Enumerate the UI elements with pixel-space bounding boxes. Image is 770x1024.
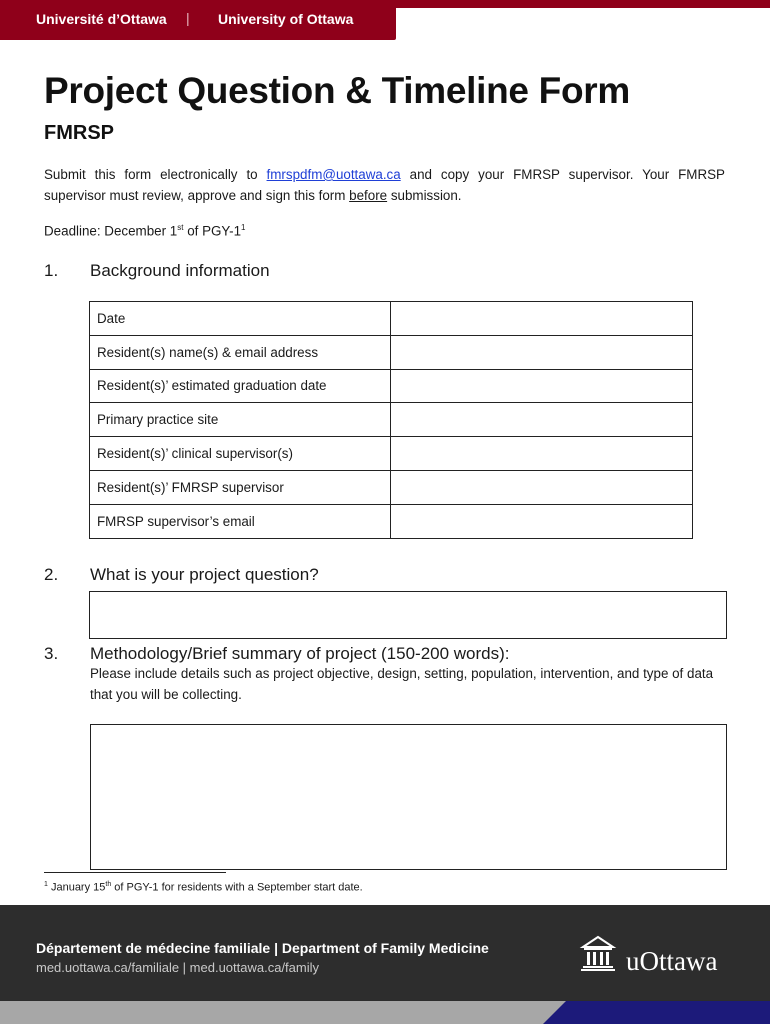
section-3-title: Methodology/Brief summary of project (150-200 words): xyxy=(90,644,510,663)
row-value-field[interactable] xyxy=(391,335,693,369)
table-row xyxy=(90,470,693,504)
row-label: Primary practice site xyxy=(90,403,391,437)
table-row xyxy=(90,302,693,336)
row-label: Resident(s)’ estimated graduation date xyxy=(90,369,391,403)
page-title: Project Question & Timeline Form xyxy=(44,70,630,111)
methodology-summary-field[interactable] xyxy=(90,724,727,870)
project-question-field[interactable] xyxy=(89,591,727,639)
banner-separator: | xyxy=(186,10,190,26)
row-value-field[interactable] xyxy=(391,302,693,336)
deadline-text: Deadline: December 1st of PGY-$1^1$ xyxy=(44,223,246,239)
university-name-en: University of Ottawa xyxy=(218,11,354,27)
table-row xyxy=(90,504,693,538)
background-info-table xyxy=(89,301,693,539)
methodology-instructions: Please include details such as project objective, design, setting, population, intervention, and type of data that you will be collecting. xyxy=(90,666,714,702)
university-building-icon xyxy=(579,933,617,978)
row-value-field[interactable] xyxy=(391,504,693,538)
row-value-field[interactable] xyxy=(391,470,693,504)
section-2-number: 2. xyxy=(44,565,59,584)
row-value-field[interactable] xyxy=(391,369,693,403)
section-1-number: 1. xyxy=(44,261,59,280)
row-value-field[interactable] xyxy=(391,437,693,471)
table-row xyxy=(90,437,693,471)
submission-email-link[interactable]: fmrspdfm@uottawa.ca xyxy=(266,167,401,182)
row-label: Resident(s)’ FMRSP supervisor xyxy=(90,470,391,504)
section-2-title: What is your project question? xyxy=(90,565,319,584)
table-row xyxy=(90,369,693,403)
footer-urls: med.uottawa.ca/familiale | med.uottawa.ca/family xyxy=(36,960,320,975)
section-1-title: Background information xyxy=(90,261,270,280)
footnote-reference: 1 xyxy=(241,223,246,232)
instructions-paragraph: Submit this form electronically to fmrspdfm@uottawa.ca and copy your FMRSP supervisor. Your FMRSP supervisor must review, approve and sign this form before submission. xyxy=(44,167,725,203)
banner-top-line xyxy=(396,0,770,8)
footnote-divider xyxy=(44,872,226,873)
section-3-number: 3. xyxy=(44,644,59,663)
row-label: FMRSP supervisor’s email xyxy=(90,504,391,538)
footnote: $^1$ January 15th of PGY-1 for residents with a September start date. xyxy=(44,881,363,894)
row-label: Date xyxy=(90,302,391,336)
before-emphasis: before xyxy=(349,188,388,203)
row-label: Resident(s) name(s) & email address xyxy=(90,335,391,369)
uottawa-wordmark: uOttawa xyxy=(626,946,718,976)
university-name-fr: Université d’Ottawa xyxy=(36,11,167,27)
university-banner xyxy=(0,0,396,40)
row-value-field[interactable] xyxy=(391,403,693,437)
table-row xyxy=(90,335,693,369)
table-row xyxy=(90,403,693,437)
bottom-strip xyxy=(0,1001,770,1024)
footer-department: Département de médecine familiale | Department of Family Medicine xyxy=(36,940,489,956)
page-subtitle: FMRSP xyxy=(44,122,114,144)
row-label: Resident(s)’ clinical supervisor(s) xyxy=(90,437,391,471)
